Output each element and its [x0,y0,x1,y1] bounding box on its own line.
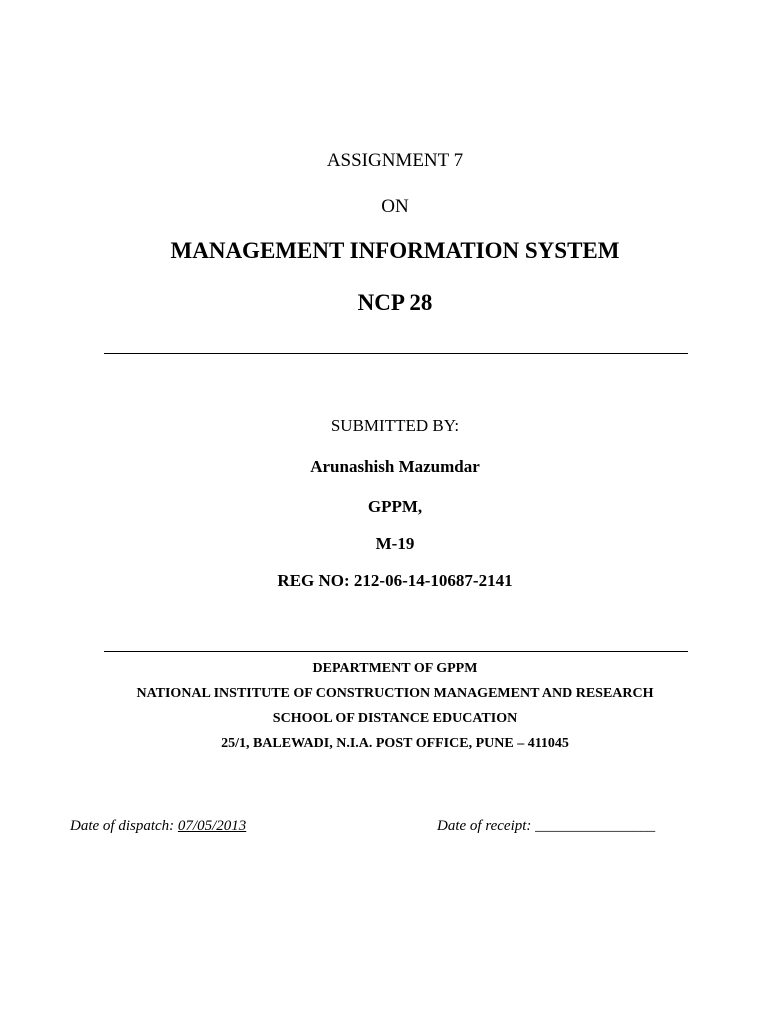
submitted-by-label: SUBMITTED BY: [330,416,460,435]
dispatch-label: Date of dispatch: [70,818,178,834]
department-name: DEPARTMENT OF GPPM [312,661,478,676]
bottom-divider [104,651,688,652]
registration-number: REG NO: 212-06-14-10687-2141 [277,571,513,590]
assignment-number: ASSIGNMENT 7 [326,150,464,171]
top-divider [104,353,688,354]
program-name: GPPM, [367,497,423,516]
date-of-dispatch [70,818,246,835]
school-name: SCHOOL OF DISTANCE EDUCATION [272,711,518,726]
date-of-receipt [437,818,655,835]
student-name: Arunashish Mazumdar [310,457,480,476]
on-label: ON [381,196,409,217]
institute-address: 25/1, BALEWADI, N.I.A. POST OFFICE, PUNE – 411045 [221,736,569,751]
institute-name: NATIONAL INSTITUTE OF CONSTRUCTION MANAGEMENT AND RESEARCH [136,686,654,701]
dispatch-date: 07/05/2013 [177,818,247,834]
course-code: NCP 28 [357,290,433,315]
receipt-label: Date of receipt: [437,818,536,834]
document-title: MANAGEMENT INFORMATION SYSTEM [170,238,620,263]
receipt-date-blank: ________________ [535,818,656,834]
batch-code: M-19 [375,534,415,553]
